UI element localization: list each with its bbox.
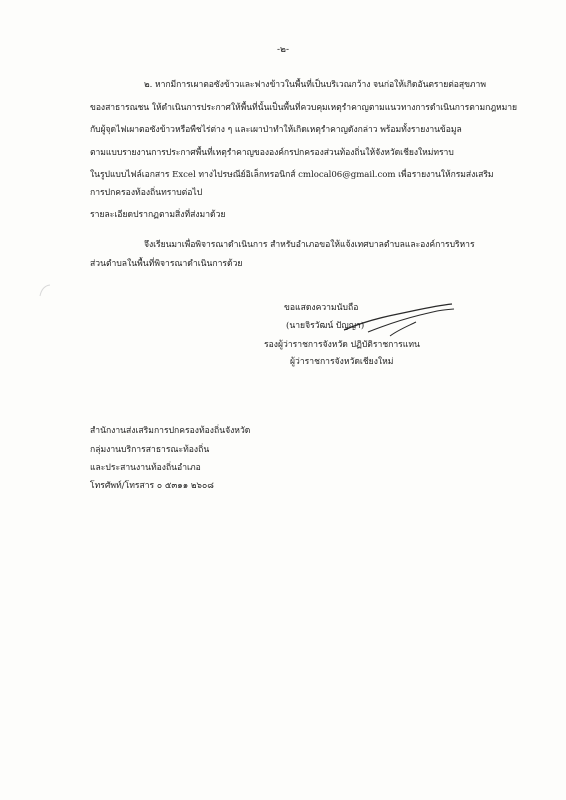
office-phone: โทรศัพท์/โทรสาร ๐ ๕๓๑๑ ๒๖๐๘ bbox=[90, 481, 214, 491]
para1-line4: ตามแบบรายงานการประกาศพื้นที่เหตุรำคาญขององค์กรปกครองส่วนท้องถิ่นให้จังหวัดเชียงใหม่ทราบ bbox=[90, 148, 454, 158]
para2-line1: จึงเรียนมาเพื่อพิจารณาดำเนินการ สำหรับอำเภอขอให้แจ้งเทศบาลตำบลและองค์การบริหาร bbox=[144, 240, 475, 250]
office-line-2: กลุ่มงานบริการสาธารณะท้องถิ่น bbox=[90, 445, 210, 455]
para1-line5: ในรูปแบบไฟล์เอกสาร Excel ทางไปรษณีย์อิเล็กทรอนิกส์ cmlocal06@gmail.com เพื่อรายงานให้กรมส่งเสริม bbox=[90, 170, 494, 180]
para1-line7: รายละเอียดปรากฏตามสิ่งที่ส่งมาด้วย bbox=[90, 210, 226, 220]
office-line-3: และประสานงานท้องถิ่นอำเภอ bbox=[90, 463, 201, 473]
para2-line2: ส่วนตำบลในพื้นที่พิจารณาดำเนินการด้วย bbox=[90, 259, 243, 269]
signatory-position-2: ผู้ว่าราชการจังหวัดเชียงใหม่ bbox=[290, 357, 394, 367]
para1-line3: กับผู้จุดไฟเผาตอซังข้าวหรือพืชไร่ต่าง ๆ และเผาป่าทำให้เกิดเหตุรำคาญดังกล่าว พร้อมทั้งรายงานข้อมูล bbox=[90, 125, 462, 135]
closing-regards: ขอแสดงความนับถือ bbox=[284, 303, 359, 313]
office-line-1: สำนักงานส่งเสริมการปกครองท้องถิ่นจังหวัด bbox=[90, 426, 251, 436]
signatory-name: (นายจิรวัฒน์ ปัญญา) bbox=[286, 321, 365, 331]
scan-mark-icon bbox=[36, 282, 54, 300]
para1-line2: ของสาธารณชน ให้ดำเนินการประกาศให้พื้นที่นั้นเป็นพื้นที่ควบคุมเหตุรำคาญตามแนวทางการดำเนินการตามกฎหมาย bbox=[90, 103, 518, 113]
para1-line1: ๒. หากมีการเผาตอซังข้าวและฟางข้าวในพื้นที่เป็นบริเวณกว้าง จนก่อให้เกิดอันตรายต่อสุขภาพ bbox=[144, 80, 486, 90]
page-number: -๒- bbox=[276, 45, 289, 55]
signatory-position-1: รองผู้ว่าราชการจังหวัด ปฏิบัติราชการแทน bbox=[264, 340, 420, 350]
para1-line6: การปกครองท้องถิ่นทราบต่อไป bbox=[90, 188, 203, 198]
